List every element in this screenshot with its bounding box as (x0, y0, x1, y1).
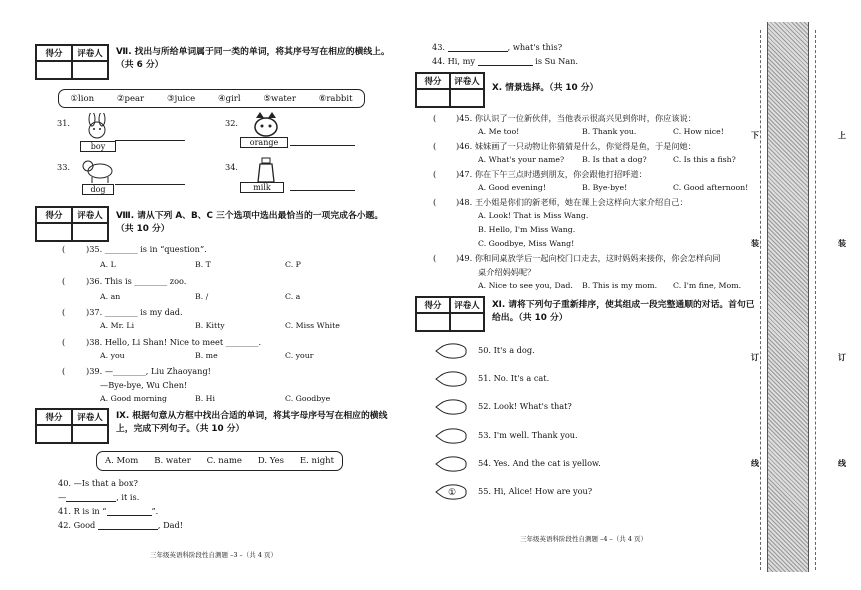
question-stem: )36. This is ________ zoo. (86, 276, 187, 286)
binding-cut-line-right (815, 30, 816, 570)
option-a: A. Nice to see you, Dad. (478, 281, 573, 290)
picture-word-label: dog (82, 184, 114, 195)
option-a: A. L (100, 260, 116, 269)
answer-line[interactable] (66, 501, 116, 502)
question-stem: )39. —________, Liu Zhaoyang! (86, 366, 211, 376)
dialogue-sentence: 55. Hi, Alice! How are you? (478, 486, 593, 496)
option-a: A. What's your name? (478, 155, 565, 164)
word-option: E. night (299, 456, 335, 466)
section-9-title: Ⅸ. 根据句意从方框中找出合适的单词，将其字母序号写在相应的横线上，完成下列句子。（共 10 分） (116, 411, 388, 434)
score-box-7 (35, 44, 109, 80)
word-option: A. Mom (104, 456, 139, 466)
question-stem: )47. 你在下午三点时遇到朋友，你会跟他打招呼道： (456, 169, 647, 179)
svg-text:①: ① (447, 488, 457, 498)
question-number: 31. (57, 118, 71, 128)
option-a: A. Mr. Li (100, 321, 135, 330)
option-a: A. an (100, 292, 121, 301)
question-stem-line-2: 桌介绍妈妈呢？ (478, 267, 536, 277)
score-label: 得分 (36, 207, 72, 223)
answer-line[interactable] (290, 145, 355, 146)
option-b: B. Is that a dog? (582, 155, 647, 164)
binding-cut-line-left (760, 30, 761, 570)
option-b: B. Thank you. (582, 127, 637, 136)
order-bubble[interactable] (434, 370, 468, 388)
grader-label: 评卷人 (450, 297, 484, 313)
section-7-title: Ⅶ. 找出与所给单词属于同一类的单词，将其序号写在相应的横线上。（共 6 分） (116, 47, 390, 70)
option-c: C. Goodbye, Miss Wang! (478, 239, 575, 248)
option-a: A. Me too! (478, 127, 520, 136)
option-b: B. Hello, I'm Miss Wang. (478, 225, 576, 234)
answer-line[interactable] (107, 515, 152, 516)
answer-line[interactable] (115, 140, 185, 141)
option-c: C. I'm fine, Mom. (673, 281, 742, 290)
answer-bracket[interactable]: ( (62, 244, 66, 254)
score-label: 得分 (416, 73, 450, 89)
score-box-9 (35, 408, 109, 444)
rabbit-icon (78, 113, 118, 141)
dialogue-sentence: 52. Look! What's that? (478, 401, 572, 411)
binding-mark: 装 (838, 239, 846, 248)
dog-icon (78, 157, 118, 185)
word-option: ②pear (116, 93, 145, 104)
question-number: 34. (225, 162, 239, 172)
option-b: B. Kitty (195, 321, 225, 330)
answer-bracket[interactable]: ( (62, 307, 66, 317)
section-11-title: Ⅺ. 请将下列句子重新排序，使其组成一段完整通顺的对话。首句已给出。（共 10 分） (492, 300, 755, 323)
answer-bracket[interactable]: ( (433, 169, 437, 179)
score-label: 得分 (36, 45, 72, 61)
picture-word-label: milk (240, 182, 284, 193)
section-7-word-bank (58, 89, 365, 108)
page-footer-right: 三年级英语科阶段性自测题 –4 –（共 4 页） (520, 535, 648, 543)
order-bubble[interactable] (434, 455, 468, 473)
score-label: 得分 (36, 409, 72, 425)
section-10-title: Ⅹ. 情景选择。（共 10 分） (492, 83, 599, 93)
dialogue-sentence: 50. It's a dog. (478, 345, 535, 355)
page-footer-left: 三年级英语科阶段性自测题 –3 –（共 4 页） (150, 551, 278, 559)
option-c: C. Is this a fish? (673, 155, 736, 164)
question-44: 44. Hi, my is Su Nan. (432, 56, 579, 66)
question-43: 43. , what's this? (432, 42, 563, 52)
answer-bracket[interactable]: ( (62, 337, 66, 347)
option-a: A. Good evening! (478, 183, 546, 192)
answer-line[interactable] (115, 184, 185, 185)
option-b: B. Hi (195, 394, 215, 403)
question-stem: )37. ________ is my dad. (86, 307, 183, 317)
option-c: C. your (285, 351, 314, 360)
question-42: 42. Good , Dad! (58, 520, 184, 530)
picture-word-label: orange (240, 137, 288, 148)
binding-mark: 下 (751, 131, 759, 140)
binding-mark: 线 (838, 459, 846, 468)
question-stem: )46. 妹妹画了一只动物让你猜猜是什么，你觉得是鱼，于是问她： (456, 141, 696, 151)
dialogue-sentence: 53. I'm well. Thank you. (478, 430, 578, 440)
answer-bracket[interactable]: ( (62, 276, 66, 286)
option-c: C. a (285, 292, 301, 301)
binding-mark: 线 (751, 459, 759, 468)
option-c: C. Goodbye (285, 394, 331, 403)
answer-bracket[interactable]: ( (433, 253, 437, 263)
binding-mark: 上 (838, 131, 846, 140)
question-number: 33. (57, 162, 71, 172)
binding-mark: 订 (838, 353, 846, 362)
answer-bracket[interactable]: ( (433, 197, 437, 207)
milk-bottle-icon (246, 156, 286, 184)
order-bubble (434, 483, 468, 501)
option-b: B. / (195, 292, 209, 301)
question-stem: )38. Hello, Li Shan! Nice to meet ________. (86, 337, 262, 347)
option-b: B. Bye-bye! (582, 183, 628, 192)
word-option: B. water (154, 456, 191, 466)
answer-line[interactable] (448, 51, 508, 52)
question-stem: )45. 你认识了一位新伙伴，当他表示很高兴见到你时，你应该说： (456, 113, 696, 123)
grader-label: 评卷人 (72, 409, 108, 425)
score-box-10 (415, 72, 485, 108)
question-stem: )49. 你和同桌放学后一起向校门口走去，这时妈妈来接你，你会怎样向同 (456, 253, 721, 263)
binding-strip (767, 22, 809, 572)
answer-bracket[interactable]: ( (62, 366, 66, 376)
option-a: A. Good morning (100, 394, 168, 403)
order-bubble[interactable] (434, 398, 468, 416)
dialogue-sentence: 54. Yes. And the cat is yellow. (478, 458, 601, 468)
question-41: 41. R is in “ ”. (58, 506, 159, 516)
section-9-word-bank (96, 451, 343, 471)
option-a: A. Look! That is Miss Wang. (478, 211, 589, 220)
answer-bracket[interactable]: ( (433, 113, 437, 123)
word-option: ③juice (166, 93, 196, 104)
score-box-8 (35, 206, 109, 242)
word-option: ④girl (218, 93, 241, 104)
score-box-11 (415, 296, 485, 332)
option-c: C. P (285, 260, 301, 269)
word-option: C. name (206, 456, 242, 466)
question-stem: )48. 王小姐是你们的新老师，她在课上会这样向大家介绍自己： (456, 197, 688, 207)
option-b: B. This is my mom. (582, 281, 658, 290)
word-option: ⑥rabbit (318, 93, 353, 104)
order-bubble[interactable] (434, 342, 468, 360)
word-option: D. Yes (257, 456, 284, 466)
option-b: B. me (195, 351, 218, 360)
grader-label: 评卷人 (450, 73, 484, 89)
cat-face-icon (246, 112, 286, 140)
grader-label: 评卷人 (72, 45, 108, 61)
option-b: B. T (195, 260, 211, 269)
question-number: 32. (225, 118, 239, 128)
answer-bracket[interactable]: ( (433, 141, 437, 151)
binding-mark: 装 (751, 239, 759, 248)
option-c: C. Good afternoon! (673, 183, 749, 192)
option-a: A. you (100, 351, 125, 360)
word-option: ①lion (70, 93, 95, 104)
word-option: ⑤water (263, 93, 296, 104)
answer-line[interactable] (290, 190, 355, 191)
question-40-answer: — , it is. (58, 492, 140, 502)
score-label: 得分 (416, 297, 450, 313)
grader-label: 评卷人 (72, 207, 108, 223)
question-stem-line-2: —Bye-bye, Wu Chen! (100, 380, 188, 390)
option-c: C. Miss White (285, 321, 340, 330)
answer-line[interactable] (98, 529, 158, 530)
binding-mark: 订 (751, 353, 759, 362)
option-c: C. How nice! (673, 127, 724, 136)
dialogue-sentence: 51. No. It's a cat. (478, 373, 550, 383)
section-8-title: Ⅷ. 请从下列 A、B、C 三个选项中选出最恰当的一项完成各小题。（共 10 分） (116, 211, 384, 234)
picture-word-label: boy (80, 141, 116, 152)
answer-line[interactable] (478, 65, 533, 66)
order-bubble[interactable] (434, 427, 468, 445)
question-40: 40. —Is that a box? (58, 478, 138, 488)
question-stem: )35. ________ is in “question”. (86, 244, 207, 254)
